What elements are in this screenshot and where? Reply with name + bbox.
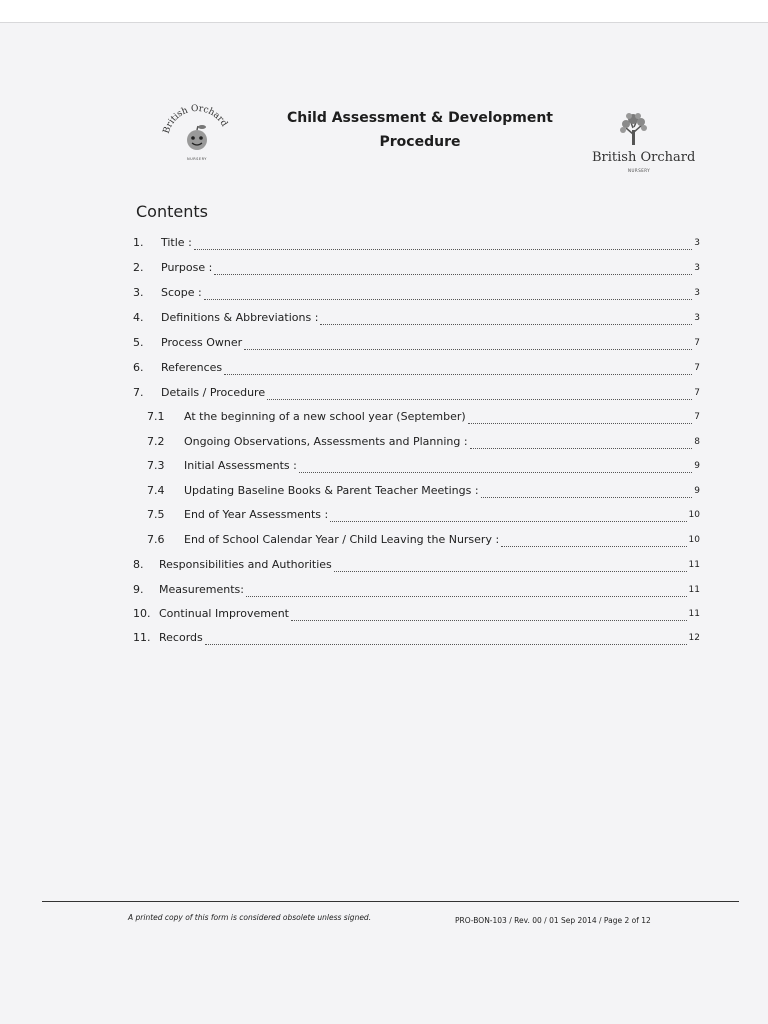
toc-entry[interactable] (147, 433, 700, 453)
toc-entry[interactable] (147, 531, 700, 551)
contents-heading: Contents (136, 202, 208, 221)
toc-entry-number: 2. (133, 261, 144, 274)
toc-entry-number: 7.5 (147, 508, 165, 521)
toc-entry-page-number: 7 (694, 363, 700, 373)
toc-entry-page-number: 11 (688, 560, 700, 570)
toc-dot-leader (204, 299, 692, 300)
toc-entry-number: 11. (133, 631, 151, 644)
toc-entry-title: Initial Assessments : (184, 459, 297, 472)
toc-dot-leader (267, 399, 692, 400)
toc-entry[interactable] (133, 629, 700, 649)
tree-icon (616, 112, 652, 146)
toc-entry-number: 8. (133, 558, 144, 571)
toc-entry-title: Definitions & Abbreviations : (161, 311, 319, 324)
toc-dot-leader (330, 521, 687, 522)
toc-entry-page-number: 11 (688, 585, 700, 595)
toc-entry[interactable] (133, 359, 700, 379)
toc-dot-leader (481, 497, 692, 498)
toc-entry[interactable] (133, 284, 700, 304)
toc-dot-leader (224, 374, 692, 375)
toc-entry-title: Measurements: (159, 583, 244, 596)
toc-entry-title: Records (159, 631, 203, 644)
toc-entry[interactable] (133, 334, 700, 354)
svg-text:British Orchard: British Orchard (161, 103, 230, 135)
logo-brand-text: British Orchard (592, 150, 696, 165)
toc-entry[interactable] (133, 581, 700, 601)
toc-dot-leader (470, 448, 692, 449)
toc-dot-leader (468, 423, 692, 424)
toc-entry-title: Continual Improvement (159, 607, 289, 620)
svg-text:NURSERY: NURSERY (187, 157, 207, 161)
toc-entry-title: Process Owner (161, 336, 243, 349)
toc-entry-title: End of Year Assessments : (184, 508, 329, 521)
british-orchard-logo-left (160, 100, 234, 166)
toc-entry-page-number: 3 (694, 263, 700, 273)
toc-entry-number: 7.4 (147, 484, 165, 497)
toc-entry-title: Purpose : (161, 261, 213, 274)
toc-entry-number: 7.1 (147, 410, 165, 423)
british-orchard-logo-right (588, 112, 696, 178)
toc-entry[interactable] (133, 259, 700, 279)
toc-entry-page-number: 7 (694, 338, 700, 348)
toc-entry-number: 4. (133, 311, 144, 324)
footer-document-reference: PRO-BON-103 / Rev. 00 / 01 Sep 2014 / Page 2 of 12 (455, 916, 651, 925)
toc-dot-leader (320, 324, 692, 325)
toc-entry[interactable] (133, 384, 700, 404)
toc-dot-leader (244, 349, 692, 350)
toc-entry[interactable] (147, 482, 700, 502)
toc-entry-page-number: 3 (694, 313, 700, 323)
document-title (260, 106, 580, 154)
toc-entry-number: 6. (133, 361, 144, 374)
toc-entry-title: Updating Baseline Books & Parent Teacher Meetings : (184, 484, 479, 497)
toc-dot-leader (214, 274, 692, 275)
toc-dot-leader (246, 596, 687, 597)
toc-entry-number: 9. (133, 583, 144, 596)
toc-entry-number: 7.2 (147, 435, 165, 448)
toc-entry-number: 3. (133, 286, 144, 299)
toc-entry-title: At the beginning of a new school year (September) (184, 410, 466, 423)
toc-entry-page-number: 3 (694, 238, 700, 248)
toc-entry-page-number: 9 (694, 461, 700, 471)
toc-dot-leader (334, 571, 687, 572)
toc-entry-title: Ongoing Observations, Assessments and Planning : (184, 435, 468, 448)
toc-entry[interactable] (147, 457, 700, 477)
toc-entry-page-number: 9 (694, 486, 700, 496)
toc-entry-number: 10. (133, 607, 151, 620)
scan-top-edge (0, 0, 768, 23)
toc-entry-title: Scope : (161, 286, 202, 299)
toc-entry[interactable] (133, 605, 700, 625)
document-page (0, 22, 768, 1024)
toc-entry-number: 7.6 (147, 533, 165, 546)
apple-mascot-icon (160, 100, 234, 166)
toc-dot-leader (501, 546, 687, 547)
toc-dot-leader (205, 644, 687, 645)
toc-entry-page-number: 12 (688, 633, 700, 643)
toc-entry-title: References (161, 361, 223, 374)
toc-entry-page-number: 3 (694, 288, 700, 298)
toc-entry[interactable] (133, 234, 700, 254)
title-line-2: Procedure (379, 134, 461, 150)
toc-entry-title: End of School Calendar Year / Child Leaving the Nursery : (184, 533, 500, 546)
footer-disclaimer: A printed copy of this form is considered obsolete unless signed. (128, 913, 372, 922)
toc-dot-leader (299, 472, 692, 473)
toc-entry[interactable] (133, 556, 700, 576)
toc-entry-number: 7. (133, 386, 144, 399)
toc-entry-page-number: 7 (694, 388, 700, 398)
toc-dot-leader (194, 249, 692, 250)
toc-entry-title: Details / Procedure (161, 386, 266, 399)
toc-entry-page-number: 11 (688, 609, 700, 619)
toc-entry-page-number: 8 (694, 437, 700, 447)
toc-entry-number: 1. (133, 236, 144, 249)
toc-entry-number: 5. (133, 336, 144, 349)
title-line-1: Child Assessment & Development (286, 110, 553, 126)
toc-entry-page-number: 10 (688, 510, 700, 520)
footer-divider (42, 901, 739, 902)
toc-entry[interactable] (133, 309, 700, 329)
toc-entry[interactable] (147, 408, 700, 428)
toc-entry-title: Title : (161, 236, 192, 249)
toc-entry-title: Responsibilities and Authorities (159, 558, 332, 571)
toc-entry[interactable] (147, 506, 700, 526)
toc-entry-page-number: 10 (688, 535, 700, 545)
toc-entry-page-number: 7 (694, 412, 700, 422)
toc-dot-leader (291, 620, 687, 621)
logo-sub-text: NURSERY (628, 168, 651, 173)
toc-entry-number: 7.3 (147, 459, 165, 472)
